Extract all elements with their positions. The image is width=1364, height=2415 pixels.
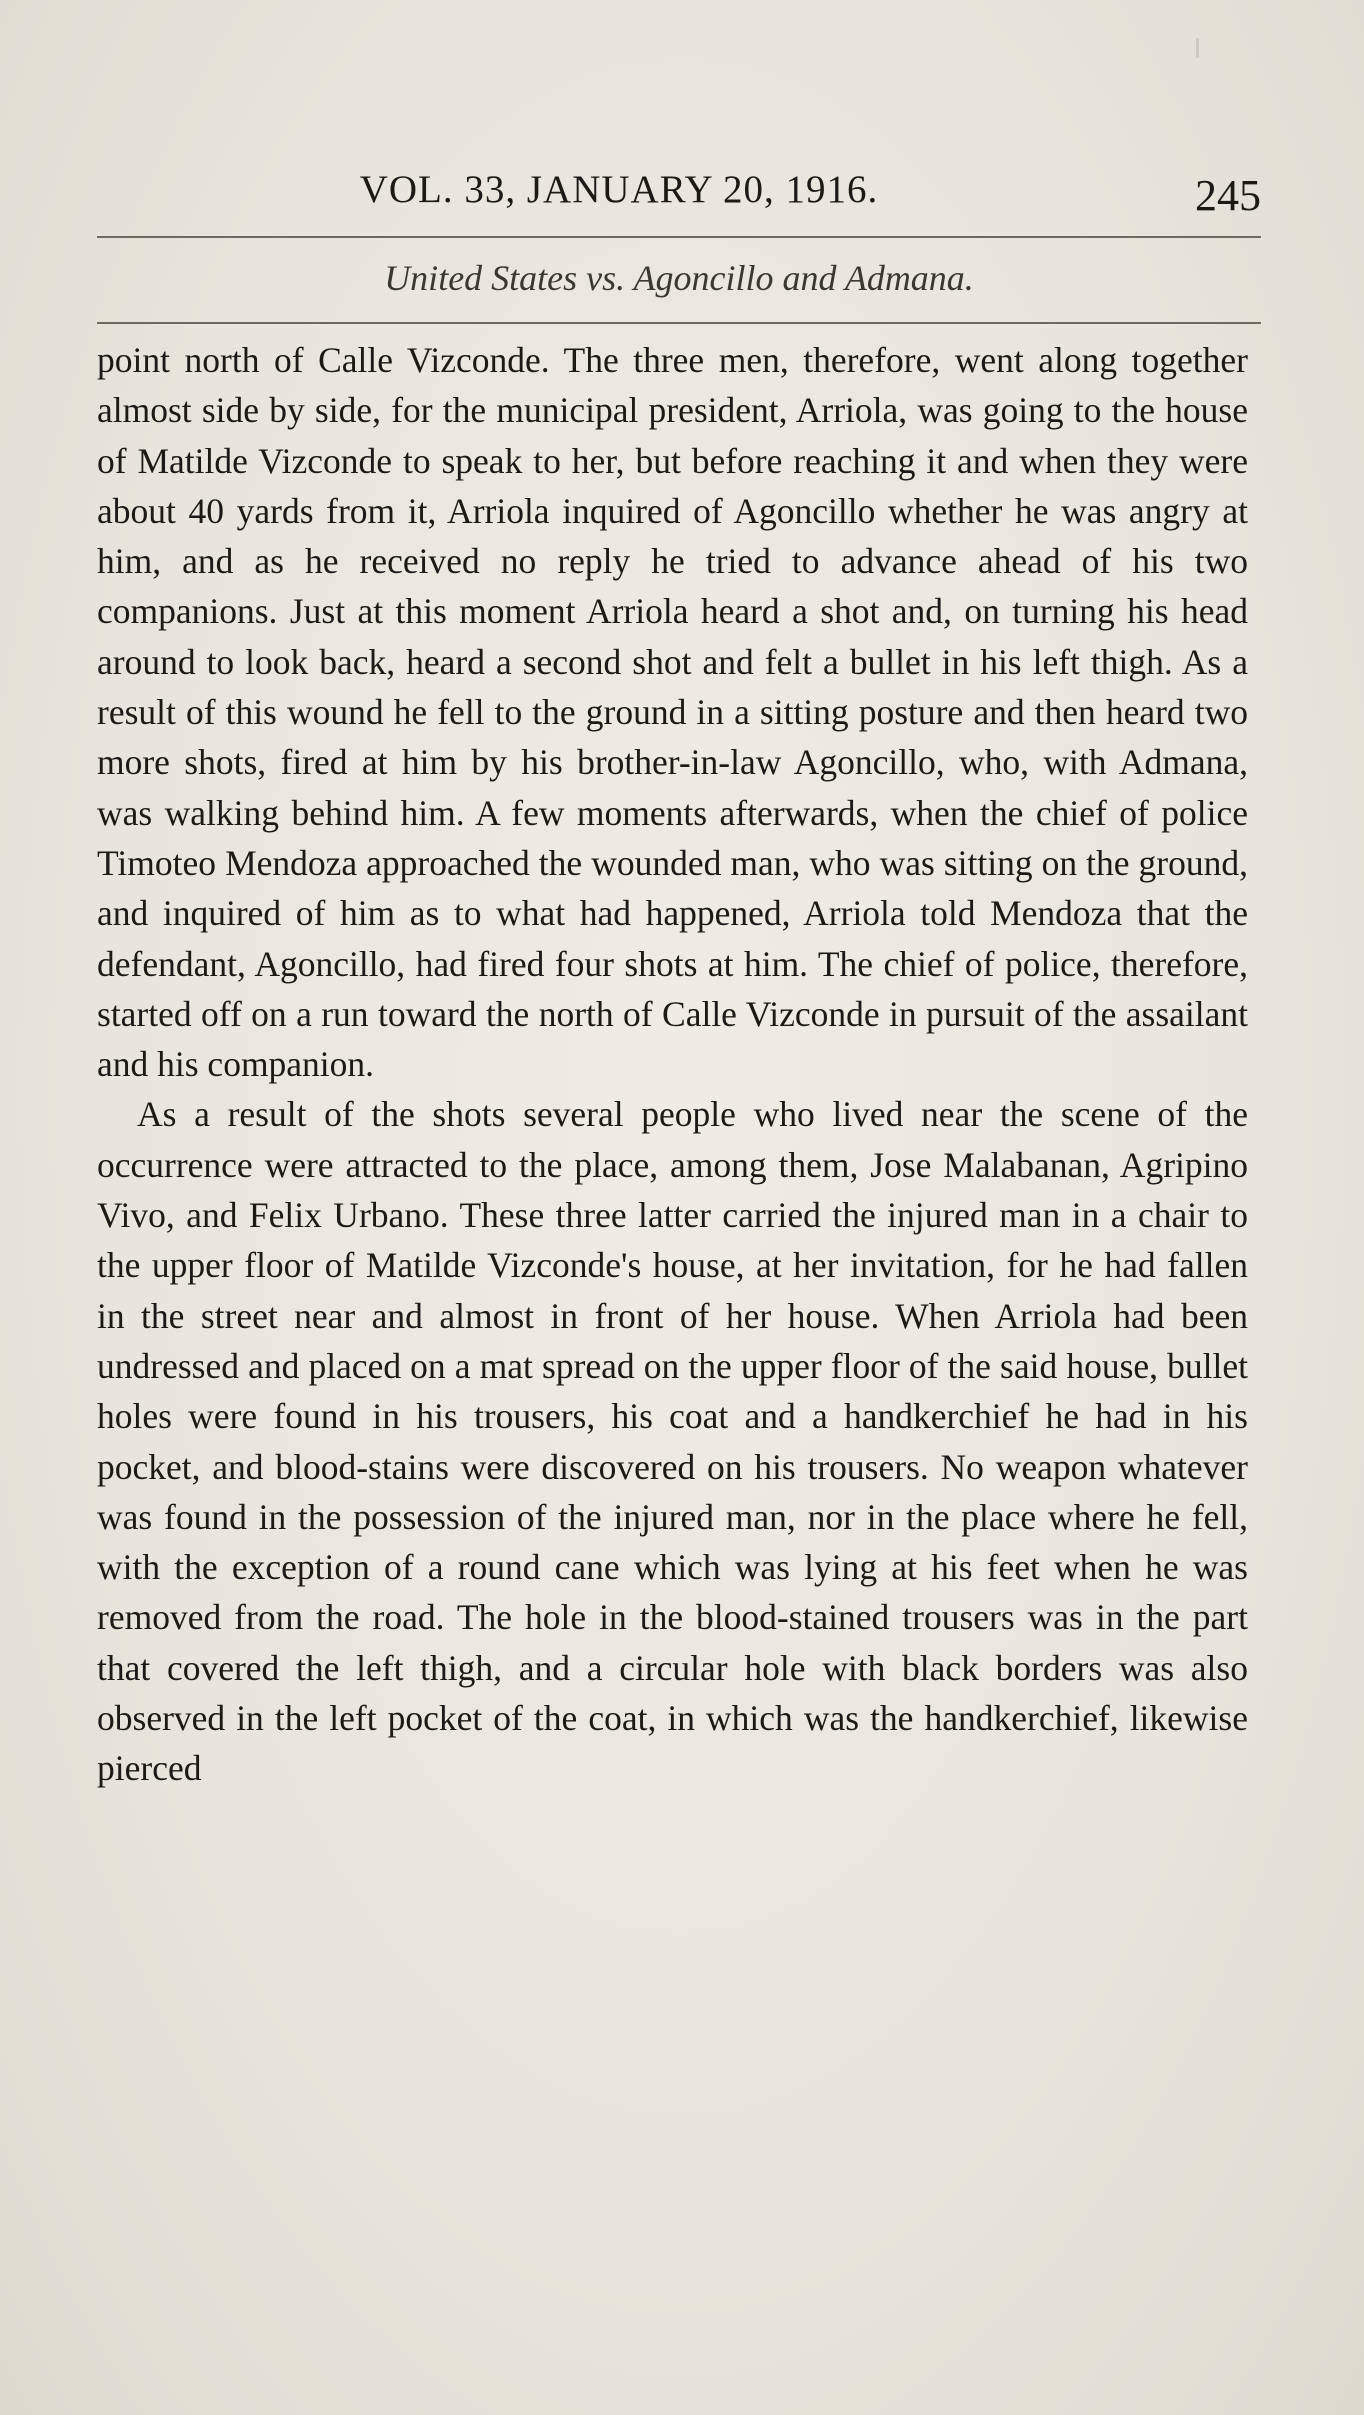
scan-mark [1196,38,1199,58]
paragraph: point north of Calle Vizconde. The three men, therefore, went along together almost side by side, for the municipal president, Arriola, was going to the house of Matilde Vizconde to speak to her, but before reaching it and when they were about 40 yards from it, Arriola inquired of Agoncillo whether he was angry at him, and as he received no reply he tried to advance ahead of his two companions. Just at this moment Arriola heard a shot and, on turning his head around to look back, heard a second shot and felt a bullet in his left thigh. As a result of this wound he fell to the ground in a sitting posture and then heard two more shots, fired at him by his brother-in-law Agoncillo, who, with Admana, was walking behind him. A few moments afterwards, when the chief of police Timoteo Mendoza approached the wounded man, who was sitting on the ground, and inquired of him as to what had happened, Arriola told Mendoza that the defendant, Agoncillo, had fired four shots at him. The chief of police, therefore, started off on a run toward the north of Calle Vizconde in pursuit of the assailant and his companion. [97,340,1248,1085]
running-head: VOL. 33, JANUARY 20, 1916. [359,168,879,211]
body-text [97,335,1248,1794]
title-rule [97,322,1261,324]
case-title: United States vs. Agoncillo and Admana. [384,258,974,298]
page-number: 245 [1195,171,1261,220]
paragraph: As a result of the shots several people who lived near the scene of the occurrence were attracted to the place, among them, Jose Malabanan, Agripino Vivo, and Felix Urbano. These three latter carried the injured man in a chair to the upper floor of Matilde Vizconde's house, at her invitation, for he had fallen in the street near and almost in front of her house. When Arriola had been undressed and placed on a mat spread on the upper floor of the said house, bullet holes were found in his trousers, his coat and a handkerchief he had in his pocket, and blood-stains were discovered on his trousers. No weapon whatever was found in the possession of the injured man, nor in the place where he fell, with the exception of a round cane which was lying at his feet when he was removed from the road. The hole in the blood-stained trousers was in the part that covered the left thigh, and a circular hole with black borders was also observed in the left pocket of the coat, in which was the handkerchief, likewise pierced [97,1094,1248,1789]
page-header [97,160,1261,240]
header-rule [97,236,1261,238]
